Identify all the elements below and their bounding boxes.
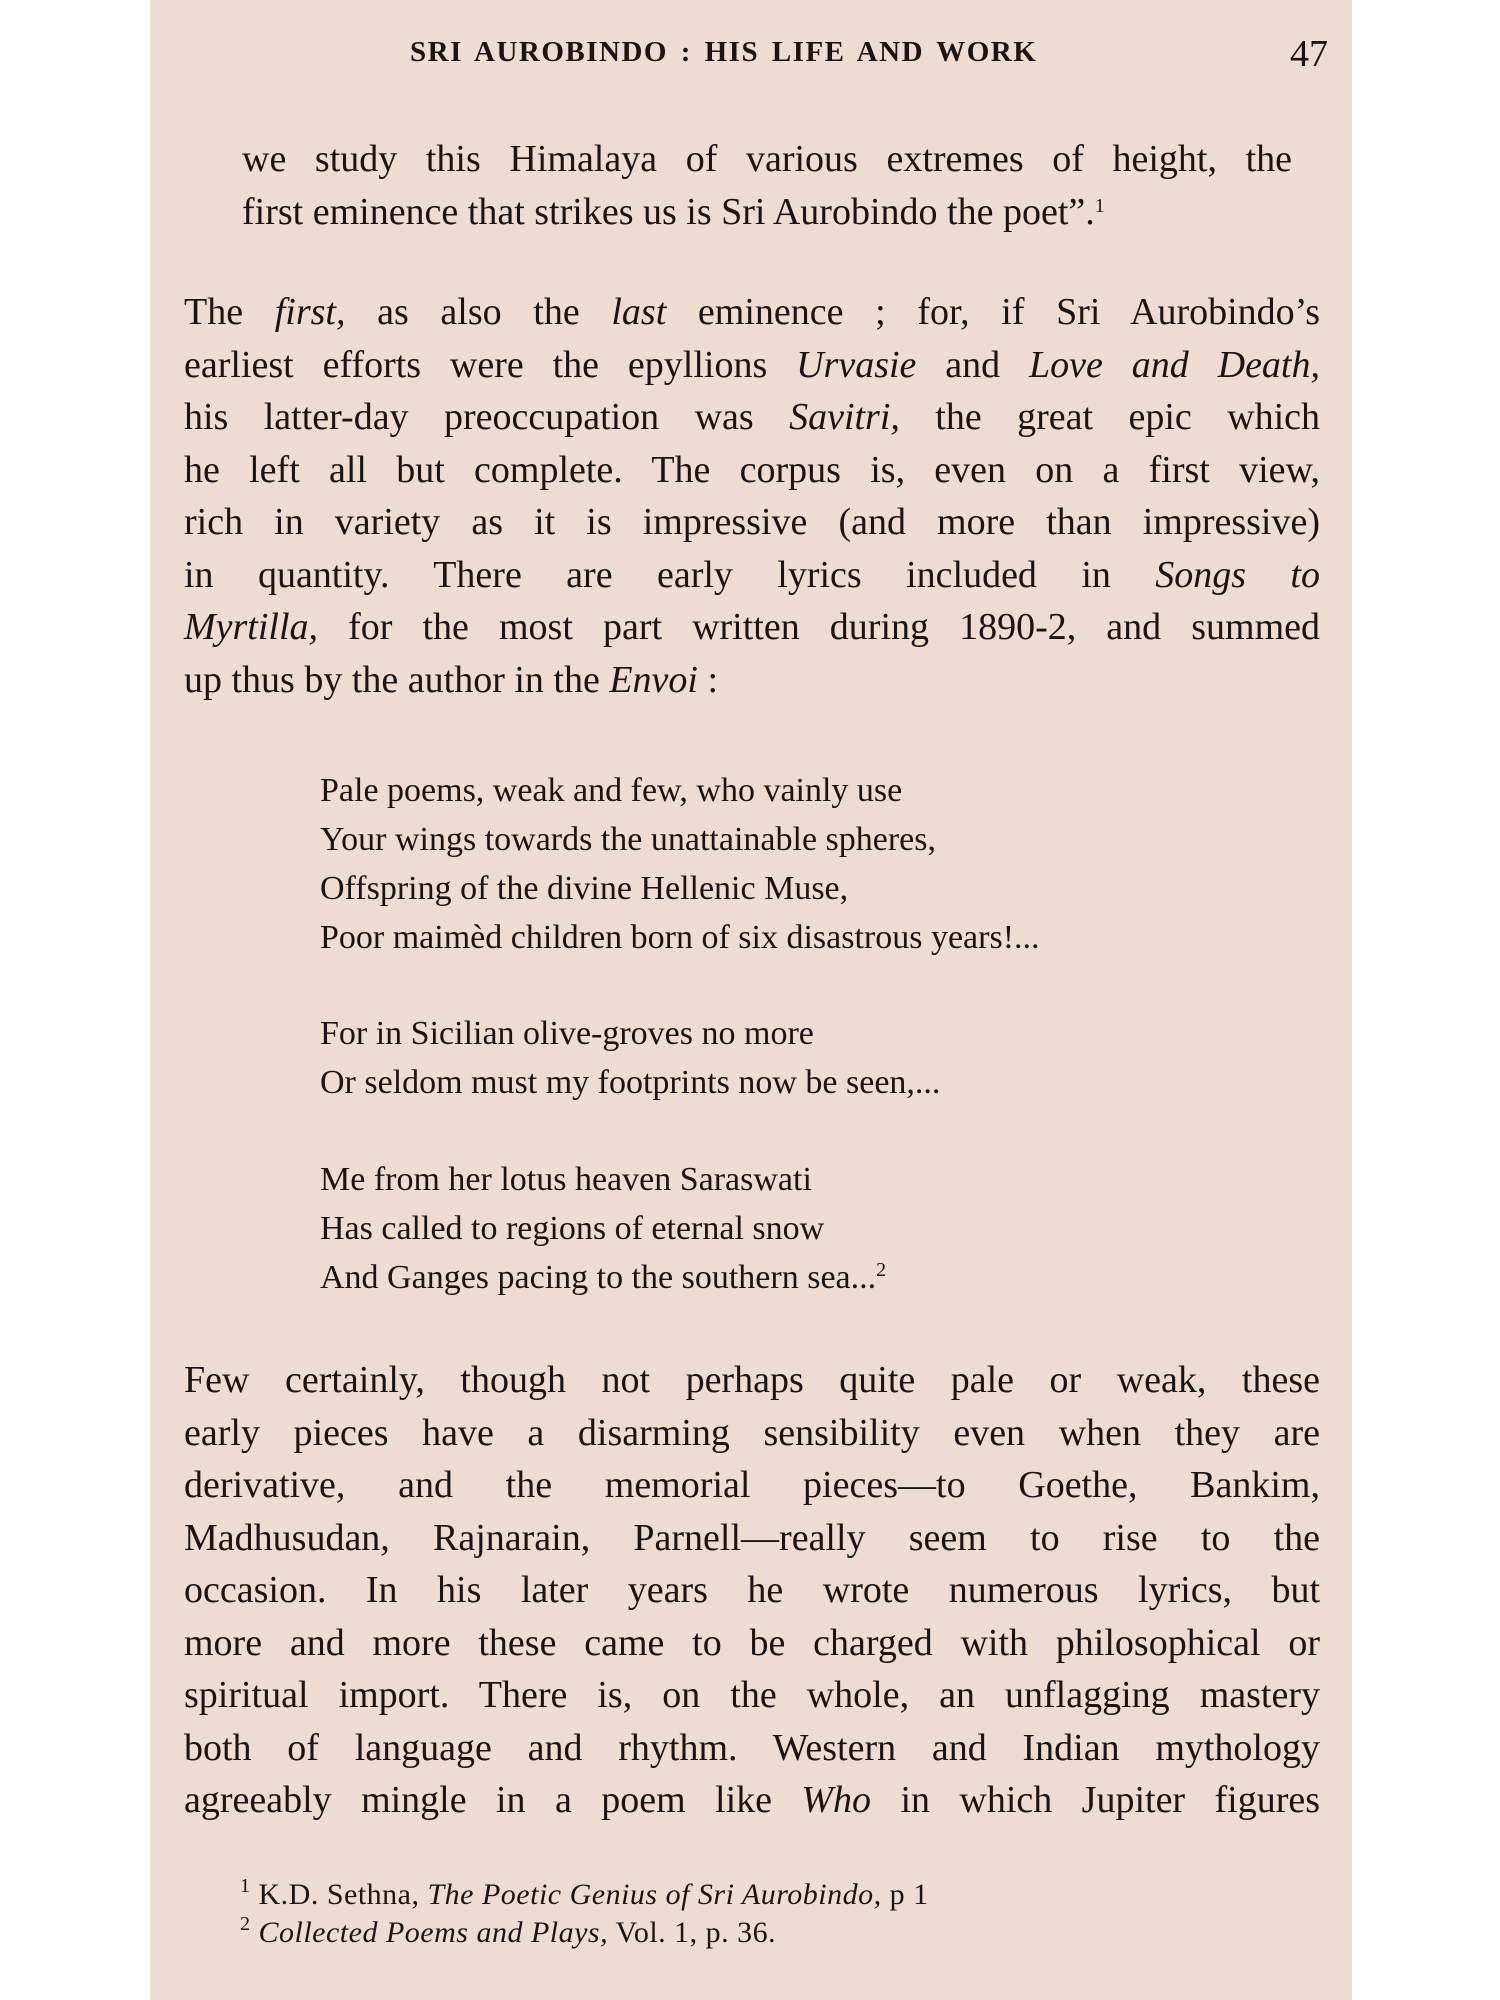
para1-line-4: he left all but complete. The corpus is, even on a first view, bbox=[184, 448, 1320, 491]
verse-stanza-1 bbox=[320, 766, 1040, 962]
footnotes bbox=[240, 1876, 929, 1952]
quote-line-2-text: first eminence that strikes us is Sri Aurobindo the poet”. bbox=[242, 190, 1095, 233]
verse-line: Your wings towards the unattainable spheres, bbox=[320, 821, 937, 858]
paragraph-2 bbox=[184, 1354, 1320, 1827]
para2-line-1: Few certainly, though not perhaps quite pale or weak, these bbox=[184, 1359, 1320, 1401]
footnote-1: $^1$ K.D. Sethna, The Poetic Genius of Sri Aurobindo, p 1 bbox=[240, 1875, 929, 1911]
footnote-ref-2: 2 bbox=[876, 1259, 887, 1281]
verse-line: Or seldom must my footprints now be seen,... bbox=[320, 1064, 941, 1101]
para2-line-6: more and more these came to be charged with philosophical or bbox=[184, 1621, 1320, 1664]
verse-line: And Ganges pacing to the southern sea...$^2$ bbox=[320, 1259, 887, 1296]
para1-line-1: The first, as also the last eminence ; for, if Sri Aurobindo’s bbox=[184, 291, 1321, 333]
footnote-2: $^2$ Collected Poems and Plays, Vol. 1, p. 36. bbox=[240, 1913, 777, 1949]
verse-line: Pale poems, weak and few, who vainly use bbox=[320, 772, 903, 809]
para1-line-2: earliest efforts were the epyllions Urvasie and Love and Death, bbox=[184, 343, 1320, 386]
para1-line-3: his latter-day preoccupation was Savitri, the great epic which bbox=[184, 396, 1321, 438]
running-title: SRI AUROBINDO : HIS LIFE AND WORK bbox=[410, 36, 1038, 68]
footnote-ref-1: 1 bbox=[1094, 194, 1105, 217]
para2-line-2: early pieces have a disarming sensibility even when they are bbox=[184, 1411, 1320, 1454]
page-number: 47 bbox=[1290, 33, 1328, 75]
verse-line: Offspring of the divine Hellenic Muse, bbox=[320, 870, 849, 907]
para1-line-7: Myrtilla, for the most part written during 1890-2, and summed bbox=[184, 606, 1320, 648]
verse-line: For in Sicilian olive-groves no more bbox=[320, 1015, 814, 1052]
running-head bbox=[150, 33, 1352, 76]
verse-line: Has called to regions of eternal snow bbox=[320, 1210, 825, 1247]
quote-line-2 bbox=[242, 187, 1292, 240]
para2-line-3: derivative, and the memorial pieces—to Goethe, Bankim, bbox=[184, 1464, 1320, 1506]
quote-line-1: we study this Himalaya of various extremes of height, the bbox=[242, 138, 1292, 180]
verse-line: Me from her lotus heaven Saraswati bbox=[320, 1161, 812, 1198]
para2-line-8: both of language and rhythm. Western and Indian mythology bbox=[184, 1726, 1320, 1769]
para2-line-7: spiritual import. There is, on the whole, an unflagging mastery bbox=[184, 1674, 1320, 1716]
verse-stanza-2 bbox=[320, 1009, 940, 1107]
para1-line-5: rich in variety as it is impressive (and more than impressive) bbox=[184, 501, 1320, 543]
para2-line-4: Madhusudan, Rajnarain, Parnell—really seem to rise to the bbox=[184, 1516, 1320, 1559]
quotation-continuation bbox=[242, 134, 1292, 239]
verse-stanza-3 bbox=[320, 1155, 886, 1302]
paragraph-1 bbox=[184, 286, 1320, 706]
verse-line: Poor maimèd children born of six disastrous years!... bbox=[320, 919, 1040, 956]
para1-line-8: up thus by the author in the Envoi : bbox=[184, 658, 719, 701]
para2-line-9: agreeably mingle in a poem like Who in which Jupiter figures bbox=[184, 1779, 1320, 1821]
book-page bbox=[150, 0, 1352, 2000]
para2-line-5: occasion. In his later years he wrote numerous lyrics, but bbox=[184, 1569, 1320, 1611]
para1-line-6: in quantity. There are early lyrics included in Songs to bbox=[184, 553, 1320, 596]
